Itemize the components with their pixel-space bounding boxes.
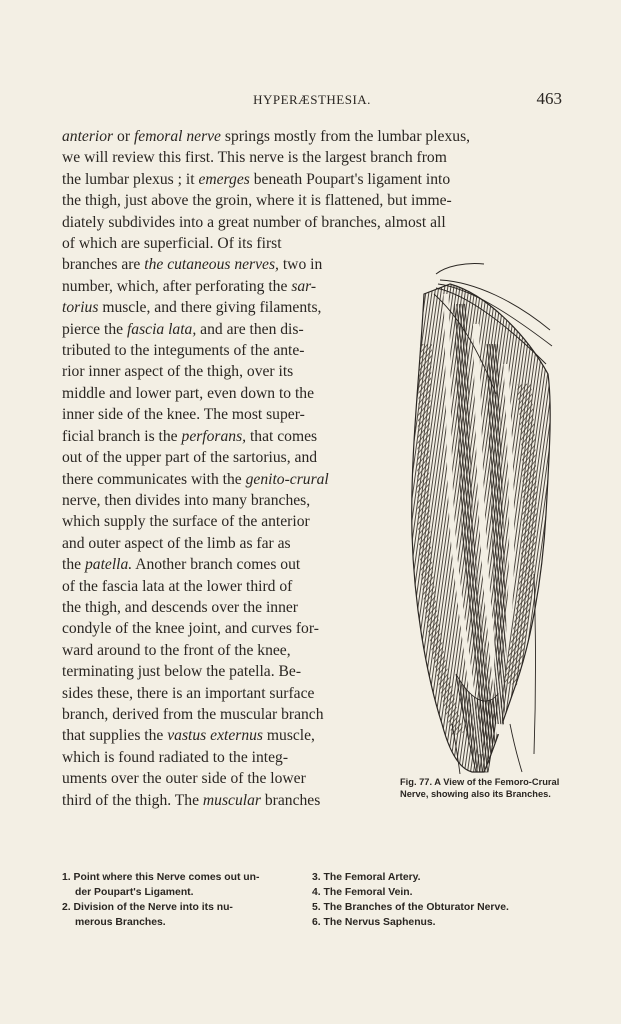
- text-line: [62, 426, 388, 447]
- figure-legend: [62, 870, 562, 930]
- italic-term: anterior: [62, 128, 114, 145]
- thigh-nerve-engraving: [406, 254, 556, 774]
- legend-item: 1. Point where this Nerve comes out un-: [62, 872, 260, 883]
- text-line: sides these, there is an important surface: [62, 684, 315, 702]
- text-fragment: and are then dis-: [200, 320, 304, 338]
- italic-term: fascia lata,: [126, 320, 197, 338]
- text-line: condyle of the knee joint, and curves for-: [62, 620, 319, 638]
- running-title: HYPERÆSTHESIA.: [253, 92, 371, 107]
- text-line: of which are superficial. Of its first: [62, 235, 282, 253]
- text-fragment: muscle, and there giving filaments,: [102, 299, 322, 317]
- text-line: tributed to the integuments of the ante-: [62, 342, 305, 360]
- italic-term: genito-crural: [245, 470, 329, 488]
- italic-term: vastus externus: [167, 727, 263, 745]
- text-fragment: springs mostly from the lumbar plexus,: [224, 128, 471, 145]
- text-fragment: the: [62, 556, 82, 574]
- text-line: [62, 254, 388, 275]
- text-fragment: that comes: [249, 427, 318, 445]
- text-line: [62, 319, 388, 340]
- text-fragment: ficial branch is the: [62, 427, 178, 445]
- text-line: of the fascia lata at the lower third of: [62, 577, 293, 595]
- text-line: [62, 469, 388, 490]
- legend-item-continuation: merous Branches.: [75, 917, 166, 928]
- text-line: nerve, then divides into many branches,: [62, 491, 311, 509]
- text-line: [62, 276, 388, 297]
- text-line: [62, 790, 388, 811]
- text-line: the thigh, just above the groin, where it is flattened, but imme-: [62, 192, 452, 210]
- text-line: inner side of the knee. The most super-: [62, 406, 305, 424]
- text-line: [62, 126, 562, 147]
- italic-term: femoral nerve: [133, 128, 221, 145]
- figure-caption: Fig. 77. A View of the Femoro-Crural Nerve, showing also its Branches.: [400, 777, 560, 799]
- text-line: diately subdivides into a great number of branches, almost all: [62, 213, 446, 231]
- text-fragment: two in: [282, 256, 323, 274]
- text-line: ward around to the front of the knee,: [62, 641, 291, 659]
- legend-item: 4. The Femoral Vein.: [312, 887, 413, 898]
- text-fragment: muscle,: [266, 727, 315, 745]
- text-line: terminating just below the patella. Be-: [62, 663, 302, 681]
- text-fragment: the lumbar plexus ; it: [62, 170, 195, 188]
- page-header: [62, 89, 562, 112]
- text-line: which supply the surface of the anterior: [62, 513, 310, 531]
- text-line: and outer aspect of the limb as far as: [62, 534, 291, 552]
- legend-item: 2. Division of the Nerve into its nu-: [62, 902, 233, 913]
- text-fragment: beneath Poupart's ligament into: [253, 170, 451, 188]
- legend-item-continuation: der Poupart's Ligament.: [75, 887, 194, 898]
- italic-term: perforans,: [181, 427, 247, 445]
- text-fragment: that supplies the: [62, 727, 164, 745]
- page-number: 463: [536, 89, 562, 108]
- text-fragment: branches: [264, 791, 321, 809]
- text-line: we will review this first. This nerve is the largest branch from: [62, 149, 447, 167]
- legend-item: 3. The Femoral Artery.: [312, 872, 421, 883]
- text-line: [62, 169, 562, 190]
- text-line: uments over the outer side of the lower: [62, 770, 306, 788]
- text-fragment: there communicates with the: [62, 470, 242, 488]
- text-line: which is found radiated to the integ-: [62, 748, 289, 766]
- italic-term: torius: [62, 299, 99, 317]
- text-line: [62, 725, 388, 746]
- text-line: branch, derived from the muscular branch: [62, 705, 324, 723]
- text-line: out of the upper part of the sartorius, and: [62, 449, 318, 467]
- italic-term: muscular: [202, 791, 261, 809]
- text-fragment: pierce the: [62, 320, 124, 338]
- italic-term: the cutaneous nerves,: [144, 256, 279, 274]
- text-fragment: third of the thigh. The: [62, 791, 200, 809]
- anatomical-illustration: [406, 254, 556, 774]
- text-fragment: branches are: [62, 256, 141, 274]
- text-fragment: number, which, after perforating the: [62, 277, 288, 295]
- legend-column-left: [62, 870, 312, 930]
- italic-term: sar-: [291, 277, 317, 295]
- text-fragment: Another branch comes out: [135, 556, 301, 574]
- legend-item: 6. The Nervus Saphenus.: [312, 917, 436, 928]
- text-line: rior inner aspect of the thigh, over its: [62, 363, 294, 381]
- legend-item: 5. The Branches of the Obturator Nerve.: [312, 902, 509, 913]
- legend-column-right: [312, 870, 562, 930]
- text-line: [62, 297, 388, 318]
- italic-term: patella.: [84, 556, 133, 574]
- text-line: middle and lower part, even down to the: [62, 384, 315, 402]
- text-fragment: or: [117, 128, 131, 145]
- text-line: the thigh, and descends over the inner: [62, 598, 299, 616]
- text-line: [62, 554, 388, 575]
- italic-term: emerges: [198, 170, 250, 188]
